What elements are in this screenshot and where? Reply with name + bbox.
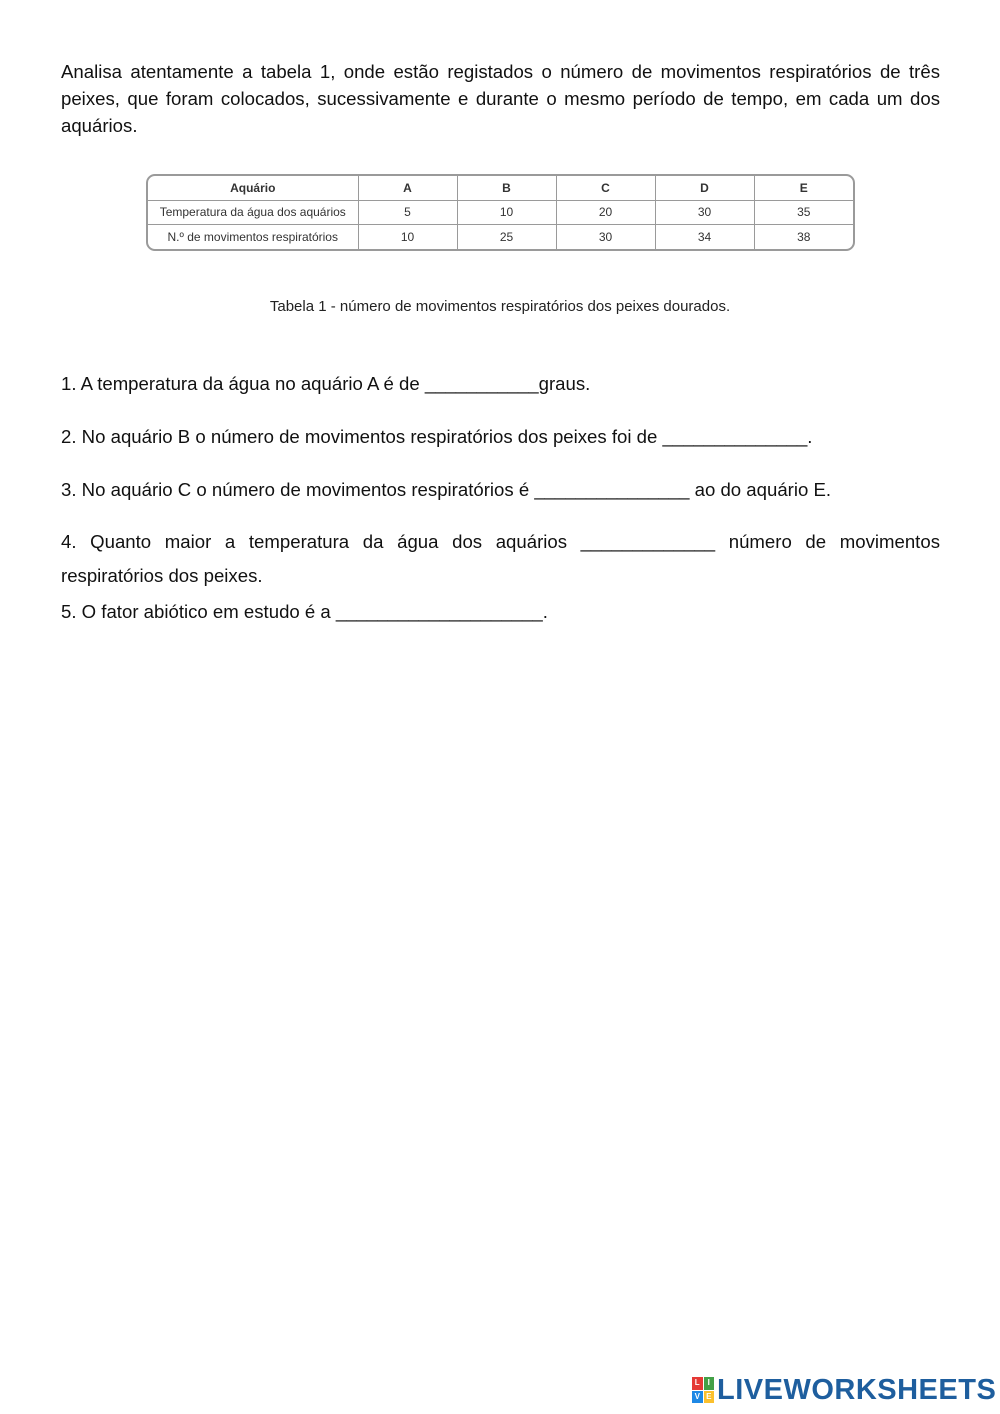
logo-letter: L: [692, 1377, 703, 1390]
liveworksheets-icon: [692, 1377, 714, 1403]
table-cell: 10: [358, 225, 457, 249]
intro-paragraph: Analisa atentamente a tabela 1, onde estão registados o número de movimentos respiratórios de três peixes, que foram colocados, sucessivamente e durante o mesmo período de tempo, em cada um dos aquários.: [61, 61, 940, 136]
table-cell: 25: [457, 225, 556, 249]
table-header-cell: D: [655, 176, 754, 200]
data-table: [146, 174, 855, 251]
table-cell: 38: [797, 230, 811, 245]
table-header-cell: E: [754, 176, 853, 200]
table-row: [148, 200, 853, 225]
question-3: 3. No aquário C o número de movimentos respiratórios é _______________ ao do aquário E.: [61, 479, 832, 500]
table-cell: 10: [457, 200, 556, 225]
table-cell: 30: [655, 200, 754, 225]
question-2: 2. No aquário B o número de movimentos respiratórios dos peixes foi de ______________.: [61, 426, 813, 447]
question-4: 4. Quanto maior a temperatura da água dos aquários _____________ número de movimentos respiratórios dos peixes.: [61, 531, 940, 586]
table-cell: 35: [754, 200, 853, 225]
table-cell: N.º de movimentos respiratórios: [148, 225, 358, 249]
table-cell: 34: [655, 225, 754, 249]
table-header-cell: C: [556, 176, 655, 200]
liveworksheets-logo: [692, 1372, 996, 1408]
table-cell: 30: [556, 225, 655, 249]
logo-letter: V: [692, 1391, 703, 1404]
question-1: 1. A temperatura da água no aquário A é de ___________graus.: [61, 373, 591, 394]
table-cell: 20: [556, 200, 655, 225]
table-header-cell: Aquário: [148, 176, 358, 200]
table-row: [148, 225, 853, 249]
logo-letter: I: [704, 1377, 715, 1390]
table-header-row: [148, 176, 853, 200]
table-header-cell: A: [358, 176, 457, 200]
table-cell: Temperatura da água dos aquários: [148, 200, 358, 225]
question-5: 5. O fator abiótico em estudo é a ____________________.: [61, 601, 548, 622]
table-cell: 5: [358, 200, 457, 225]
logo-letter: E: [704, 1391, 715, 1404]
table-header-cell: B: [457, 176, 556, 200]
table-caption: Tabela 1 - número de movimentos respiratórios dos peixes dourados.: [269, 298, 731, 315]
logo-text: LIVEWORKSHEETS: [717, 1373, 997, 1406]
